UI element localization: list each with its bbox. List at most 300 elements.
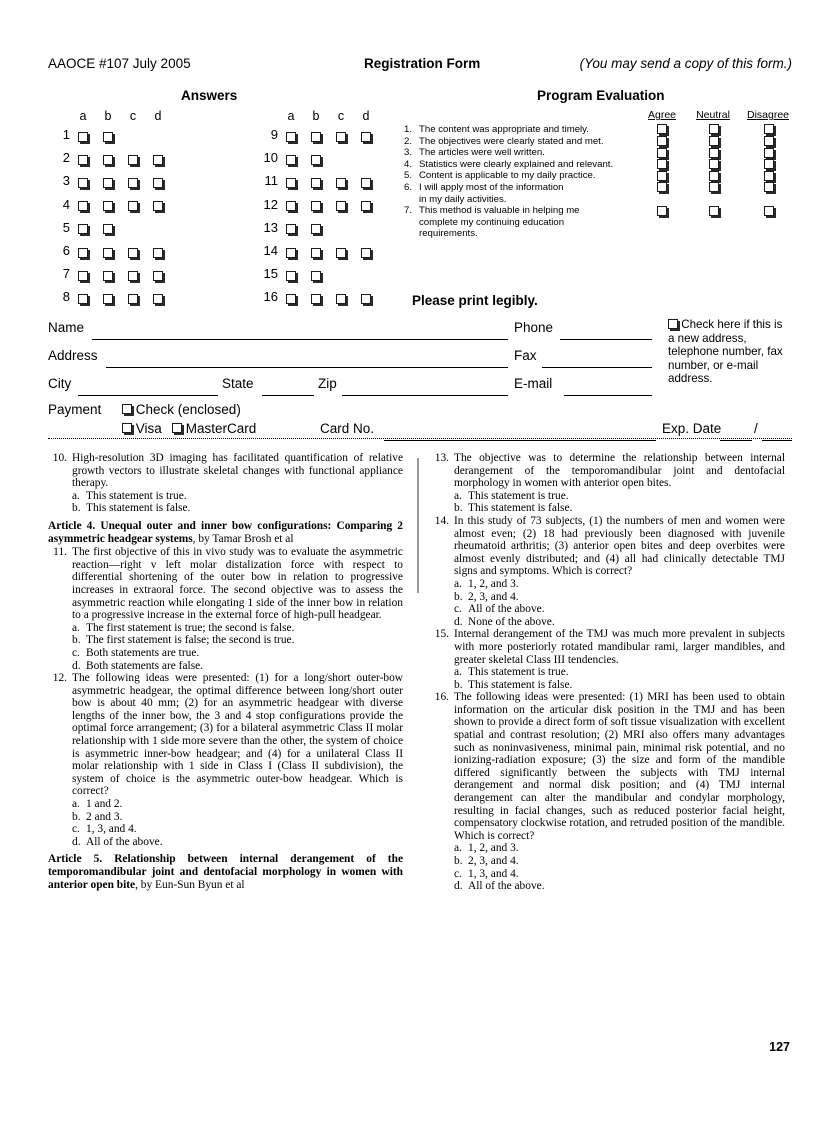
- quiz-column-right: [430, 452, 785, 893]
- checkbox-icon[interactable]: [709, 182, 719, 192]
- answer-checkbox-14-c[interactable]: [334, 245, 348, 260]
- answer-checkbox-11-b[interactable]: [309, 175, 323, 190]
- checkbox-icon[interactable]: [78, 271, 88, 281]
- answer-checkbox-15-a[interactable]: [284, 268, 298, 283]
- answer-checkbox-12-b[interactable]: [309, 199, 323, 214]
- checkbox-icon[interactable]: [657, 159, 667, 169]
- answer-checkbox-15-b[interactable]: [309, 268, 323, 283]
- checkbox-icon[interactable]: [103, 224, 113, 234]
- evaluation-item-text: The objectives were clearly stated and met.: [419, 135, 604, 147]
- question-number: 14.: [434, 514, 449, 527]
- visa-checkbox[interactable]: [122, 423, 132, 433]
- answer-row-number: 13: [263, 219, 278, 235]
- checkbox-icon[interactable]: [78, 224, 88, 234]
- answers-heading: Answers: [181, 88, 238, 103]
- checkbox-icon[interactable]: [286, 248, 296, 258]
- checkbox-icon[interactable]: [361, 248, 371, 258]
- checkbox-icon[interactable]: [361, 294, 371, 304]
- visa-option[interactable]: [122, 421, 162, 436]
- quiz-question: [48, 452, 403, 490]
- answer-checkbox-12-a[interactable]: [284, 199, 298, 214]
- checkbox-icon[interactable]: [128, 248, 138, 258]
- answer-checkbox-16-b[interactable]: [309, 291, 323, 306]
- option-letter: b.: [454, 678, 463, 691]
- visa-label: Visa: [135, 421, 162, 436]
- option-letter: a.: [72, 489, 80, 502]
- evaluation-item-text: Statistics were clearly explained and relevant.: [419, 158, 614, 170]
- checkbox-icon[interactable]: [311, 201, 321, 211]
- checkbox-icon[interactable]: [128, 294, 138, 304]
- article-heading: [48, 520, 403, 545]
- question-number: 15.: [434, 628, 449, 641]
- evaluation-item-number: 2.: [404, 135, 413, 147]
- option-letter: a.: [454, 666, 462, 679]
- option-text: The first statement is false; the second is true.: [86, 634, 295, 647]
- checkbox-icon[interactable]: [128, 271, 138, 281]
- checkbox-icon[interactable]: [336, 201, 346, 211]
- answer-checkbox-6-d[interactable]: [151, 245, 165, 260]
- question-text: The following ideas were presented: (1) for a long/short outer-bow asymmetric headgear, the optimal difference between long/short outer bow is about 40 mm; (2) for an asymmetric headgear with diverse lengths of the inner bow, the 3 and 4 stop configurations provide the optimal force arrangement; (3) for a bilateral asymmetric Class II molar relationship with 1 side more severe than the other, the system of choice is asymmetric inner-bow headgear; and (4) for a unilateral Class II molar relationship with 1 side in Class I (Class II subdivision), the system of choice is the asymmetric outer-bow headgear. Which is correct?: [72, 672, 403, 798]
- question-number: 11.: [53, 546, 67, 559]
- checkbox-icon[interactable]: [764, 182, 774, 192]
- answer-row-number: 8: [62, 289, 70, 305]
- question-number: 10.: [52, 452, 67, 464]
- evaluation-item-number: 4.: [404, 158, 413, 170]
- answer-row-number: 10: [263, 150, 278, 166]
- checkbox-icon[interactable]: [709, 171, 719, 181]
- checkbox-icon[interactable]: [103, 132, 113, 142]
- answer-checkbox-16-c[interactable]: [334, 291, 348, 306]
- checkbox-icon[interactable]: [336, 132, 346, 142]
- question-text: High-resolution 3D imaging has facilitated quantification of relative growth vectors to illustrate skeletal changes with functional appliance therapy.: [72, 452, 403, 490]
- please-print-notice: Please print legibly.: [412, 293, 538, 308]
- option-text: 1 and 2.: [86, 798, 123, 811]
- question-option: [48, 811, 403, 824]
- evaluation-item-number: 7.: [404, 205, 413, 217]
- exp-year-input[interactable]: [762, 440, 792, 441]
- evaluation-item-number: 1.: [404, 124, 413, 135]
- checkbox-icon[interactable]: [709, 148, 719, 158]
- question-option: [48, 647, 403, 660]
- checkbox-icon[interactable]: [336, 294, 346, 304]
- option-text: All of the above.: [86, 835, 163, 848]
- option-text: 1, 2, and 3.: [468, 577, 519, 590]
- answer-checkbox-8-c[interactable]: [126, 291, 140, 306]
- answer-checkbox-6-a[interactable]: [76, 245, 90, 260]
- answer-checkbox-7-a[interactable]: [76, 268, 90, 283]
- evaluation-scale-headers: [404, 109, 792, 124]
- section-divider: [48, 438, 792, 439]
- checkbox-icon[interactable]: [286, 132, 296, 142]
- checkbox-icon[interactable]: [153, 271, 163, 281]
- evaluation-row: [404, 124, 792, 136]
- checkbox-icon[interactable]: [311, 271, 321, 281]
- question-number: 13.: [434, 452, 449, 464]
- option-letter: b.: [454, 502, 463, 515]
- option-text: 2 and 3.: [86, 810, 123, 823]
- scale-disagree-label: Disagree: [746, 109, 790, 121]
- evaluation-item-text: I will apply most of the information: [419, 181, 564, 193]
- question-option: [430, 603, 785, 616]
- question-option: [48, 502, 403, 515]
- answer-checkbox-12-d[interactable]: [359, 199, 373, 214]
- answer-row-number: 1: [62, 127, 70, 142]
- evaluation-item-text: This method is valuable in helping me: [419, 205, 580, 217]
- checkbox-icon[interactable]: [286, 224, 296, 234]
- option-text: This statement is true.: [86, 489, 187, 502]
- city-input[interactable]: [78, 395, 218, 396]
- new-address-note[interactable]: [668, 318, 792, 386]
- evaluation-checkbox-7-neutral[interactable]: [709, 206, 719, 218]
- option-text: All of the above.: [468, 880, 545, 893]
- mastercard-label: MasterCard: [185, 421, 257, 436]
- answer-checkbox-16-d[interactable]: [359, 291, 373, 306]
- evaluation-item-text-continued: in my daily activities.: [419, 193, 507, 205]
- check-enclosed-label: Check (enclosed): [135, 402, 241, 417]
- checkbox-icon[interactable]: [78, 132, 88, 142]
- check-enclosed-option[interactable]: [122, 402, 241, 417]
- question-option: [48, 823, 403, 836]
- question-option: [430, 880, 785, 893]
- page-title: Registration Form: [364, 56, 481, 71]
- phone-input[interactable]: [560, 339, 652, 340]
- scale-neutral-label: Neutral: [696, 109, 730, 121]
- question-option: [430, 868, 785, 881]
- checkbox-icon[interactable]: [128, 201, 138, 211]
- answer-checkbox-12-c[interactable]: [334, 199, 348, 214]
- checkbox-icon[interactable]: [657, 124, 667, 134]
- answers-col-header-c: c: [337, 109, 345, 123]
- state-label: State: [222, 376, 254, 391]
- answer-checkbox-2-c[interactable]: [126, 152, 140, 167]
- checkbox-icon[interactable]: [361, 201, 371, 211]
- option-letter: d.: [454, 615, 463, 628]
- checkbox-icon[interactable]: [764, 148, 774, 158]
- question-option: [48, 798, 403, 811]
- mastercard-checkbox[interactable]: [172, 423, 182, 433]
- checkbox-icon[interactable]: [128, 178, 138, 188]
- answer-checkbox-3-a[interactable]: [76, 175, 90, 190]
- checkbox-icon[interactable]: [78, 294, 88, 304]
- quiz-question: [48, 546, 403, 622]
- checkbox-icon[interactable]: [286, 201, 296, 211]
- checkbox-icon[interactable]: [103, 201, 113, 211]
- issue-label: AAOCE #107 July 2005: [48, 56, 191, 71]
- answer-row-number: 5: [62, 219, 70, 235]
- evaluation-row: [404, 182, 792, 205]
- answer-checkbox-9-a[interactable]: [284, 129, 298, 144]
- answer-checkbox-8-b[interactable]: [101, 291, 115, 306]
- answer-checkbox-6-c[interactable]: [126, 245, 140, 260]
- checkbox-icon[interactable]: [764, 136, 774, 146]
- answer-checkbox-5-a[interactable]: [76, 222, 90, 237]
- payment-check-line: [48, 402, 792, 421]
- checkbox-icon[interactable]: [764, 206, 774, 216]
- mastercard-option[interactable]: [172, 421, 256, 436]
- answer-row-number: 14: [263, 242, 278, 258]
- question-option: [430, 855, 785, 868]
- answer-checkbox-13-b[interactable]: [309, 222, 323, 237]
- answer-checkbox-2-d[interactable]: [151, 152, 165, 167]
- answer-checkbox-16-a[interactable]: [284, 291, 298, 306]
- evaluation-item-number: 3.: [404, 147, 413, 159]
- checkbox-icon[interactable]: [153, 248, 163, 258]
- option-letter: b.: [454, 855, 463, 867]
- answer-checkbox-5-b[interactable]: [101, 222, 115, 237]
- address-input[interactable]: [106, 367, 508, 368]
- checkbox-icon[interactable]: [336, 248, 346, 258]
- option-letter: d.: [72, 659, 81, 672]
- checkbox-icon[interactable]: [78, 155, 88, 165]
- answers-col-header-a: a: [287, 109, 295, 123]
- payment-card-line: [48, 421, 792, 443]
- checkbox-icon[interactable]: [286, 155, 296, 165]
- name-label: Name: [48, 320, 85, 335]
- exp-month-input[interactable]: [720, 440, 752, 441]
- article-title: Article 5. Relationship between internal derangement of the temporomandibular joint and dentofacial morphology in women with anterior open bite: [48, 853, 403, 891]
- question-option: [48, 660, 403, 673]
- evaluation-item-number: 6.: [404, 181, 413, 193]
- checkbox-icon[interactable]: [657, 136, 667, 146]
- fax-input[interactable]: [542, 367, 652, 368]
- evaluation-checkbox-6-neutral[interactable]: [709, 183, 719, 195]
- evaluation-row: [404, 170, 792, 182]
- email-input[interactable]: [564, 395, 652, 396]
- option-letter: a.: [72, 621, 80, 634]
- answer-checkbox-3-b[interactable]: [101, 175, 115, 190]
- option-letter: b.: [72, 502, 81, 515]
- answer-checkbox-3-c[interactable]: [126, 175, 140, 190]
- answers-col-header-c: c: [129, 109, 137, 123]
- checkbox-icon[interactable]: [657, 148, 667, 158]
- question-option: [48, 836, 403, 849]
- checkbox-icon[interactable]: [311, 248, 321, 258]
- answer-checkbox-11-d[interactable]: [359, 175, 373, 190]
- answer-checkbox-11-a[interactable]: [284, 175, 298, 190]
- registration-form: [48, 56, 792, 436]
- exp-slash: /: [754, 421, 758, 436]
- evaluation-item-text-continued: complete my continuing education: [419, 216, 565, 228]
- question-number: 16.: [434, 691, 449, 704]
- option-text: This statement is false.: [468, 502, 573, 515]
- email-label: E-mail: [514, 376, 553, 391]
- checkbox-icon[interactable]: [286, 178, 296, 188]
- checkbox-icon[interactable]: [311, 178, 321, 188]
- question-option: [430, 578, 785, 591]
- quiz-question: [430, 628, 785, 666]
- checkbox-icon[interactable]: [103, 271, 113, 281]
- question-option: [430, 591, 785, 604]
- fax-label: Fax: [514, 348, 537, 363]
- evaluation-checkbox-7-disagree[interactable]: [764, 206, 774, 218]
- checkbox-icon[interactable]: [361, 178, 371, 188]
- option-text: This statement is false.: [86, 502, 191, 515]
- article-byline: , by Tamar Brosh et al: [192, 532, 294, 545]
- checkbox-icon[interactable]: [103, 248, 113, 258]
- checkbox-icon[interactable]: [286, 294, 296, 304]
- question-text: In this study of 73 subjects, (1) the numbers of men and women were almost even; (2) 18 had previously been diagnosed with juvenile rheumatoid arthritis; (3) anterior open bites and deep overbites were almost evenly distributed; and (4) all had clinically detectable TMJ signs and symptoms. Which is correct?: [454, 514, 785, 578]
- checkbox-icon[interactable]: [311, 294, 321, 304]
- answer-checkbox-7-b[interactable]: [101, 268, 115, 283]
- evaluation-item-text-continued: requirements.: [419, 228, 478, 240]
- new-address-note-text: Check here if this is a new address, telephone number, fax number, or e-mail address.: [668, 318, 783, 386]
- checkbox-icon[interactable]: [709, 206, 719, 216]
- checkbox-icon[interactable]: [286, 271, 296, 281]
- answer-checkbox-14-a[interactable]: [284, 245, 298, 260]
- evaluation-item-text: The content was appropriate and timely.: [419, 124, 589, 135]
- answer-checkbox-7-c[interactable]: [126, 268, 140, 283]
- answer-checkbox-4-a[interactable]: [76, 199, 90, 214]
- answer-checkbox-2-b[interactable]: [101, 152, 115, 167]
- option-letter: a.: [454, 577, 462, 590]
- answer-row-number: 4: [62, 196, 70, 212]
- option-text: This statement is true.: [468, 666, 569, 679]
- answers-col-header-b: b: [104, 109, 112, 123]
- evaluation-item-text: Content is applicable to my daily practice.: [419, 170, 596, 182]
- question-option: [430, 666, 785, 679]
- checkbox-icon[interactable]: [153, 294, 163, 304]
- name-input[interactable]: [92, 339, 508, 340]
- checkbox-icon[interactable]: [764, 171, 774, 181]
- checkbox-icon[interactable]: [311, 132, 321, 142]
- option-text: 1, 2, and 3.: [468, 842, 519, 855]
- option-text: Both statements are false.: [86, 659, 204, 672]
- answer-checkbox-1-b[interactable]: [101, 129, 115, 144]
- answer-row-number: 7: [62, 266, 70, 282]
- checkbox-icon[interactable]: [709, 124, 719, 134]
- option-letter: d.: [454, 880, 463, 893]
- checkbox-icon[interactable]: [103, 294, 113, 304]
- answers-col-header-b: b: [312, 109, 320, 123]
- evaluation-row: [404, 159, 792, 171]
- option-text: All of the above.: [468, 603, 545, 616]
- phone-label: Phone: [514, 320, 554, 335]
- quiz-question: [430, 515, 785, 578]
- checkbox-icon[interactable]: [311, 155, 321, 165]
- card-no-input[interactable]: [384, 440, 656, 441]
- checkbox-icon[interactable]: [153, 201, 163, 211]
- answer-checkbox-10-a[interactable]: [284, 152, 298, 167]
- evaluation-row: [404, 136, 792, 148]
- checkbox-icon[interactable]: [311, 224, 321, 234]
- evaluation-row: [404, 205, 792, 240]
- answer-checkbox-2-a[interactable]: [76, 152, 90, 167]
- column-divider: [417, 458, 419, 593]
- answer-checkbox-4-d[interactable]: [151, 199, 165, 214]
- checkbox-icon[interactable]: [103, 155, 113, 165]
- checkbox-icon[interactable]: [128, 155, 138, 165]
- answer-checkbox-9-b[interactable]: [309, 129, 323, 144]
- answer-checkbox-8-d[interactable]: [151, 291, 165, 306]
- card-no-label: Card No.: [320, 421, 375, 436]
- option-letter: c.: [454, 867, 462, 880]
- article-title: Article 4. Unequal outer and inner bow configurations: Comparing 2 asymmetric headgear systems: [48, 519, 403, 545]
- program-evaluation: [404, 109, 792, 240]
- checkbox-icon[interactable]: [361, 132, 371, 142]
- answer-checkbox-9-d[interactable]: [359, 129, 373, 144]
- option-text: 1, 3, and 4.: [86, 823, 137, 836]
- answer-checkbox-13-a[interactable]: [284, 222, 298, 237]
- evaluation-item-number: 5.: [404, 170, 413, 182]
- checkbox-icon[interactable]: [78, 201, 88, 211]
- quiz-question: [430, 452, 785, 490]
- checkbox-icon[interactable]: [78, 178, 88, 188]
- question-option: [48, 634, 403, 647]
- scale-agree-label: Agree: [647, 109, 677, 121]
- answer-checkbox-10-b[interactable]: [309, 152, 323, 167]
- evaluation-checkbox-6-disagree[interactable]: [764, 183, 774, 195]
- checkbox-icon[interactable]: [657, 206, 667, 216]
- contact-fields: [48, 318, 792, 443]
- answers-col-header-a: a: [79, 109, 87, 123]
- checkbox-icon[interactable]: [336, 178, 346, 188]
- answer-checkbox-9-c[interactable]: [334, 129, 348, 144]
- answer-row-number: 12: [263, 196, 278, 212]
- option-text: The first statement is true; the second is false.: [86, 621, 295, 634]
- checkbox-icon[interactable]: [153, 178, 163, 188]
- answer-checkbox-8-a[interactable]: [76, 291, 90, 306]
- answer-checkbox-7-d[interactable]: [151, 268, 165, 283]
- question-option: [430, 842, 785, 855]
- checkbox-icon[interactable]: [764, 159, 774, 169]
- evaluation-checkbox-7-agree[interactable]: [657, 206, 667, 218]
- option-text: None of the above.: [468, 615, 555, 628]
- checkbox-icon[interactable]: [78, 248, 88, 258]
- evaluation-item-text: The articles were well written.: [419, 147, 545, 159]
- answer-checkbox-6-b[interactable]: [101, 245, 115, 260]
- answer-checkbox-1-a[interactable]: [76, 129, 90, 144]
- state-input[interactable]: [262, 395, 314, 396]
- new-address-checkbox[interactable]: [668, 319, 678, 329]
- question-text: The following ideas were presented: (1) MRI has been used to obtain information on the articular disk position in the TMJ and has been shown to provide a direct form of soft tissue visualization with excellent spatial and contrast resolution; (2) MRI also offers many advantages such as noninvasiveness, minimal pain, minimal risk potential, and no ionizing-radiation exposure; (3) the size and form of the mandible differed significantly between the subjects with TMJ internal derangement and normal disk position; and (4) TMJ internal derangement can alter the mandibular and condylar morphology, resulting in facial changes, such as reduced posterior facial height, compensatory clockwise rotation, and retruded position of the mandible. Which is correct?: [454, 691, 785, 842]
- evaluation-checkbox-6-agree[interactable]: [657, 183, 667, 195]
- zip-input[interactable]: [342, 395, 508, 396]
- address-label: Address: [48, 348, 98, 363]
- answer-checkbox-14-b[interactable]: [309, 245, 323, 260]
- checkbox-icon[interactable]: [657, 182, 667, 192]
- answer-checkbox-11-c[interactable]: [334, 175, 348, 190]
- checkbox-icon[interactable]: [709, 136, 719, 146]
- question-option: [48, 622, 403, 635]
- answer-checkbox-4-c[interactable]: [126, 199, 140, 214]
- checkbox-icon[interactable]: [764, 124, 774, 134]
- answer-checkbox-4-b[interactable]: [101, 199, 115, 214]
- checkbox-icon[interactable]: [153, 155, 163, 165]
- checkbox-icon[interactable]: [103, 178, 113, 188]
- payment-label: Payment: [48, 402, 102, 417]
- zip-label: Zip: [318, 376, 337, 391]
- question-option: [430, 679, 785, 692]
- answer-row-number: 11: [264, 173, 278, 189]
- answer-checkbox-14-d[interactable]: [359, 245, 373, 260]
- answer-row-number: 15: [263, 266, 278, 282]
- option-text: 2, 3, and 4.: [468, 855, 519, 867]
- checkbox-icon[interactable]: [709, 159, 719, 169]
- form-header: [48, 56, 792, 76]
- question-option: [48, 490, 403, 503]
- option-letter: b.: [454, 590, 463, 603]
- page-number: 127: [769, 1040, 790, 1054]
- quiz-question: [48, 672, 403, 798]
- answer-row-number: 3: [62, 173, 70, 189]
- checkbox-icon[interactable]: [657, 171, 667, 181]
- option-letter: c.: [72, 646, 80, 659]
- check-enclosed-checkbox[interactable]: [122, 404, 132, 414]
- question-text: The first objective of this in vivo study was to evaluate the asymmetric reaction—right v left molar distalization force with respect to differential shortening of the outer bow in relation to progressive increases in extraoral force. The second objective was to assess the asymmetric reaction while elongating 1 side of the inner bow in relation to a progressive increase in the external force of high-pull headgear.: [72, 546, 403, 622]
- answer-checkbox-3-d[interactable]: [151, 175, 165, 190]
- evaluation-row: [404, 147, 792, 159]
- copy-note: (You may send a copy of this form.): [579, 56, 792, 71]
